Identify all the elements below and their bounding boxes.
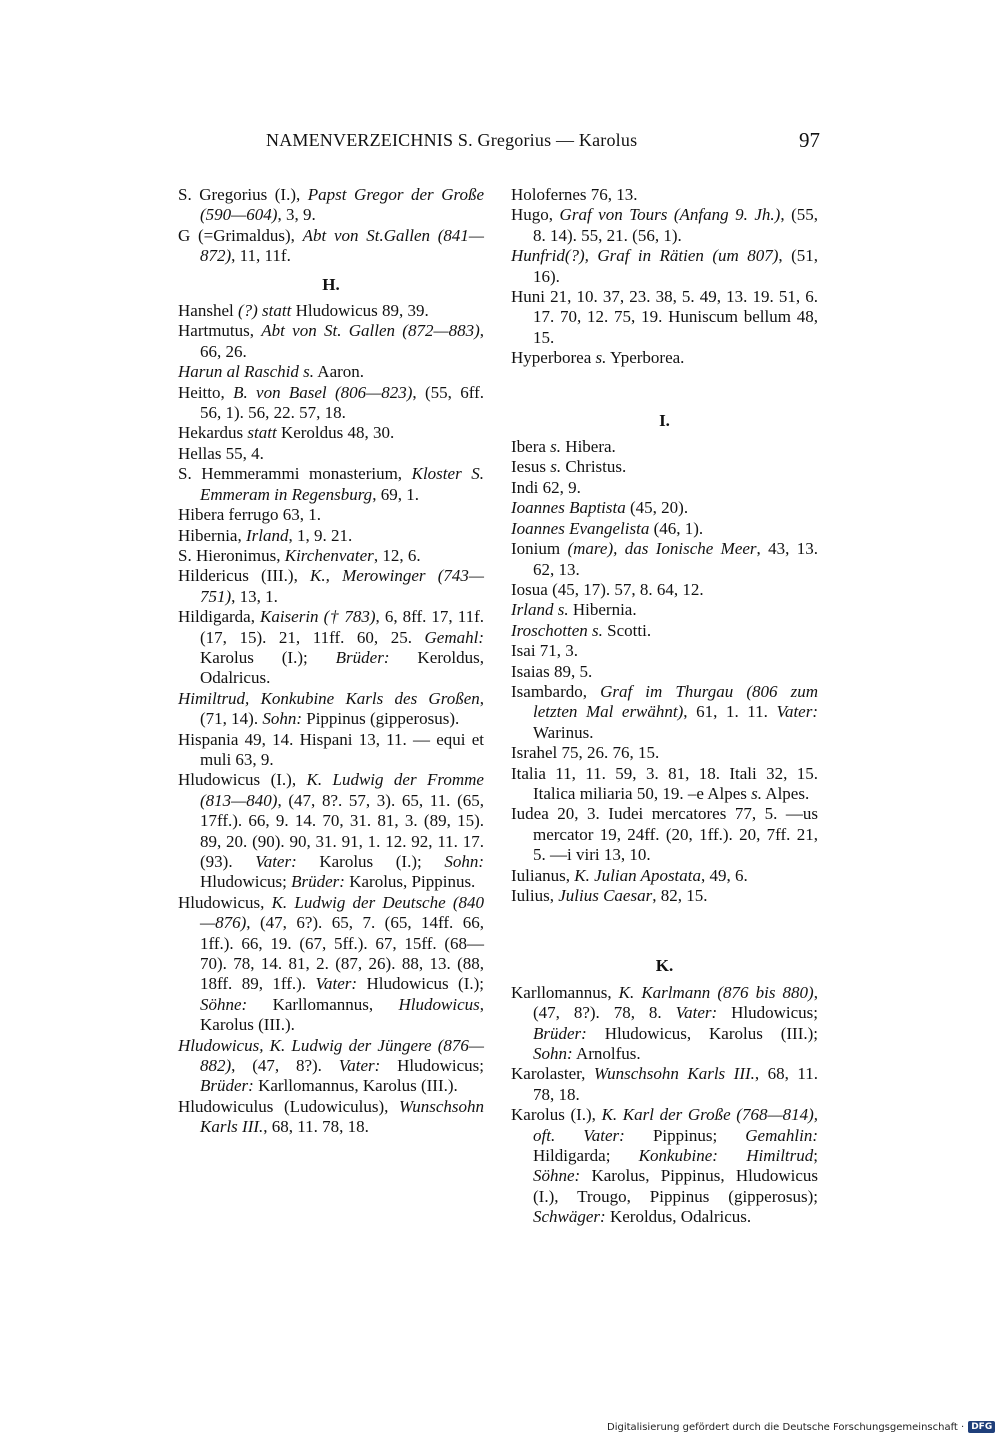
entry-italic-text: Schwäger: (533, 1207, 606, 1227)
entry-text: Hildigarda; (533, 1146, 639, 1166)
entry-text: Karolus (I.); (200, 647, 336, 667)
index-entry (511, 519, 818, 539)
left-column (178, 185, 484, 1138)
entry-italic-text: Hludowicus (398, 994, 480, 1014)
entry-text: Karolus, Pippinus, Hludowicus (I.), Trougo, Pippinus (gipperosus); (533, 1166, 818, 1206)
entry-italic-text: s. (550, 437, 562, 457)
index-entry (511, 682, 818, 743)
entry-text: , (71, 14). (200, 688, 484, 729)
entry-text: Isambardo, (511, 681, 601, 701)
entry-text: , 13, 1. (231, 586, 278, 606)
entry-text: Hellas 55, 4. (178, 443, 264, 463)
entry-italic-text: K. Julian Apostata (574, 865, 702, 885)
entry-text: Alpes. (761, 783, 810, 803)
entry-italic-text: Gemahl: (424, 627, 484, 647)
entry-text: Karolus (I.), (511, 1105, 602, 1125)
entry-text: , 69, 1. (372, 484, 419, 504)
entry-text: , (47, 8?). (231, 1056, 339, 1076)
entry-italic-text: Kirchenvater (284, 545, 374, 565)
entry-italic-text: Sohn: (444, 852, 485, 871)
index-entry (511, 457, 818, 477)
index-entry (511, 641, 818, 661)
entry-text: Hludowicus; (200, 872, 292, 892)
index-entry (178, 566, 484, 607)
index-entry (178, 607, 484, 689)
footer-credit (607, 1421, 995, 1433)
entry-italic-text: Vater: (776, 702, 818, 722)
entry-text: G (=Grimaldus), (178, 225, 303, 245)
entry-text: ; (813, 1146, 818, 1166)
entry-text: Aaron. (314, 362, 365, 382)
index-entry (511, 1064, 818, 1105)
index-entry (511, 662, 818, 682)
entry-italic-text: Konkubine: Himiltrud (638, 1146, 814, 1166)
entry-italic-text: Ioannes Baptista (511, 498, 626, 518)
entry-italic-text: K. Ludwig der Fromme (813—840) (200, 770, 484, 810)
entry-text: Hludowicus; (717, 1003, 818, 1023)
index-entry (178, 546, 484, 566)
index-entry (178, 526, 484, 546)
entry-italic-text: Harun al Raschid s. (178, 362, 314, 382)
entry-text: Hugo, (511, 205, 560, 225)
page-number: 97 (799, 128, 820, 152)
entry-text: Arnolfus. (572, 1044, 641, 1064)
entry-text: Ibera (511, 437, 551, 457)
entry-italic-text: (?) statt (237, 301, 292, 321)
entry-text: Karolaster, (511, 1064, 594, 1084)
entry-text: Hludowiculus (Ludowiculus), (178, 1096, 399, 1116)
index-entry (511, 804, 818, 865)
entry-text: Scotti. (602, 620, 652, 640)
index-entry (178, 464, 484, 505)
entry-italic-text: Söhne: (200, 994, 248, 1014)
index-entry (178, 321, 484, 362)
entry-italic-text: Himiltrud, Konkubine Karls des Großen (178, 688, 480, 708)
index-entry (178, 505, 484, 525)
section-heading: I. (659, 410, 670, 430)
index-entry (178, 362, 484, 382)
entry-text: Karllomannus, (247, 994, 399, 1014)
index-entry (178, 383, 484, 424)
entry-italic-text: Wunschsohn Karls III. (593, 1064, 755, 1084)
index-entry (178, 1036, 484, 1097)
entry-text: , 12, 6. (373, 545, 421, 565)
entry-text: Hibernia, (178, 525, 246, 545)
entry-italic-text: Kaiserin († 783) (260, 607, 376, 627)
entry-text: Ionium (511, 539, 568, 559)
entry-text: , 6, 8ff. 17, 11f. (17, 15). 21, 11ff. 60, 25. (200, 607, 485, 647)
entry-italic-text: Julius Caesar (558, 886, 653, 905)
entry-text: Hildigarda, (178, 607, 260, 627)
entry-text: , 68, 11. 78, 18. (263, 1117, 369, 1137)
entry-text: , (55, 8. 14). 55, 21. (56, 1). (533, 205, 819, 245)
entry-text: , Karolus (III.). (200, 994, 484, 1035)
entry-italic-text: Gemahlin: (745, 1125, 818, 1145)
index-entry (511, 1105, 818, 1227)
dfg-logo: DFG (968, 1421, 995, 1433)
entry-text: Keroldus, Odalricus. (200, 647, 484, 688)
entry-italic-text: Papst Gregor der Große (590—604) (200, 185, 484, 225)
entry-text: Pippinus; (624, 1125, 746, 1145)
entry-italic-text: Sohn: (533, 1044, 573, 1064)
entry-text: Hibera ferrugo 63, 1. (178, 505, 322, 525)
entry-text: Iosua (45, 17). 57, 8. 64, 12. (511, 579, 704, 599)
entry-text: (46, 1). (649, 518, 704, 538)
footer-text: Digitalisierung gefördert durch die Deutsche Forschungsgemeinschaft · (607, 1421, 965, 1433)
page-header (178, 130, 820, 160)
entry-text: , (47, 6?). 65, 7. (65, 14ff. 66, 1ff.). 66, 19. (67, 5ff.). 67, 15ff. (68—70). 78, 14. 81, 2. (87, 26). 88, 13. (88, 18ff. 89, 1ff.). (200, 913, 484, 994)
entry-italic-text: s. (595, 348, 607, 368)
entry-text: Heitto, (178, 382, 234, 402)
entry-italic-text: Vater: (255, 852, 297, 871)
entry-text: Hibera. (561, 437, 616, 457)
entry-text: Iesus (511, 457, 551, 477)
index-entry (511, 621, 818, 641)
entry-text: Karllomannus, Karolus (III.). (253, 1076, 458, 1096)
entry-text: Iulius, (511, 886, 559, 905)
entry-text: Karllomannus, (511, 982, 619, 1002)
index-entry (511, 287, 818, 348)
index-entry (511, 539, 818, 580)
index-entry (178, 444, 484, 464)
entry-italic-text: Söhne: (533, 1166, 581, 1186)
entry-text: Hartmutus, (178, 321, 262, 341)
entry-text: , 82, 15. (652, 886, 708, 905)
entry-text: Hyperborea (511, 348, 596, 368)
entry-text: Iudea 20, 3. Iudei mercatores 77, 5. —us mercator 19, 24ff. (20, 1ff.). 20, 7ff. 21, 5. —i viri 13, 10. (511, 804, 818, 865)
entry-text: Holofernes 76, 13. (511, 185, 638, 204)
entry-italic-text: Brüder: (335, 647, 390, 667)
entry-italic-text: Vater: (338, 1056, 381, 1076)
index-entry (511, 246, 818, 287)
entry-italic-text: s. (550, 457, 562, 477)
index-entry (178, 770, 484, 892)
entry-text: , 49, 6. (701, 865, 748, 885)
entry-text: Hispania 49, 14. Hispani 13, 11. — equi et muli 63, 9. (178, 729, 484, 769)
entry-italic-text: Abt von St. Gallen (872—883) (261, 321, 480, 341)
entry-text: Hekardus (178, 423, 248, 443)
entry-text: , 3, 9. (277, 205, 316, 225)
entry-text: Hibernia. (568, 600, 637, 620)
entry-text: Hanshel (178, 301, 238, 321)
entry-italic-text: Hludowicus, K. Ludwig der Jüngere (876—882) (178, 1035, 484, 1076)
entry-text: Huni 21, 10. 37, 23. 38, 5. 49, 13. 19. 51, 6. 17. 70, 12. 75, 19. Huniscum bellum 48, 15. (511, 287, 818, 347)
index-entry (511, 600, 818, 620)
entry-text: , 43, 13. 62, 13. (533, 539, 819, 579)
entry-italic-text: Graf im Thurgau (806 zum letzten Mal erwähnt) (533, 681, 818, 722)
entry-text: Karolus, Pippinus. (344, 872, 476, 892)
entry-text: Hludowicus; (380, 1056, 484, 1076)
index-entry (511, 743, 818, 763)
entry-text: Yperborea. (606, 348, 685, 368)
right-column (511, 185, 818, 1228)
entry-text: , 66, 26. (200, 321, 484, 361)
entry-text: Christus. (561, 457, 627, 477)
section-gap (511, 369, 818, 403)
entry-italic-text: B. von Basel (806—823) (233, 382, 413, 402)
entry-italic-text: statt (247, 423, 277, 443)
index-entry (511, 185, 818, 205)
entry-text: , 11, 11f. (231, 246, 291, 266)
entry-text: Hildericus (III.), (178, 566, 311, 586)
index-entry (511, 580, 818, 600)
entry-italic-text: K. Ludwig der Deutsche (840—876) (200, 892, 484, 933)
entry-text: Hludowicus (I.), (178, 770, 307, 790)
entry-text: , (47, 8?. 57, 3). 65, 11. (65, 17ff.). 66, 9. 14. 70, 31. 81, 3. (89, 15). 89, 20. (90). 90, 31. 91, 1. 12. 92, 11. 17. (93). (200, 790, 484, 871)
entry-italic-text: Sohn: (262, 709, 302, 729)
index-entry (178, 689, 484, 730)
entry-text: , (51, 16). (533, 246, 818, 286)
index-entry (511, 478, 818, 498)
entry-text: Isaias 89, 5. (511, 661, 593, 681)
entry-text: Iulianus, (511, 865, 575, 885)
entry-text: S. Hieronimus, (178, 545, 285, 565)
entry-text: (45, 20). (625, 498, 689, 518)
index-entry (178, 730, 484, 771)
entry-text: Hludowicus 89, 39. (291, 301, 429, 321)
entry-text: Keroldus 48, 30. (276, 423, 395, 443)
index-entry (511, 983, 818, 1065)
entry-text: Hludowicus, Karolus (III.); (586, 1023, 818, 1043)
entry-text: , 68, 11. 78, 18. (533, 1064, 818, 1104)
entry-italic-text: Iroschotten s. (511, 620, 603, 640)
index-entry (511, 886, 818, 906)
entry-text: Italia 11, 11. 59, 3. 81, 18. Itali 32, 15. Italica miliaria 50, 19. –e Alpes (511, 763, 818, 803)
index-entry (178, 301, 484, 321)
entry-text: S. Gregorius (I.), (178, 185, 308, 204)
entry-text: Hludowicus, (178, 892, 272, 912)
entry-italic-text: Irland s. (511, 600, 569, 620)
entry-text: , (47, 8?). 78, 8. (533, 982, 818, 1023)
entry-text: S. Hemmerammi monasterium, (178, 464, 412, 484)
entry-text: Indi 62, 9. (511, 477, 581, 497)
index-entry (511, 205, 818, 246)
entry-italic-text: Kloster S. Emmeram in Regensburg (200, 464, 485, 504)
entry-italic-text: Brüder: (533, 1023, 587, 1043)
entry-italic-text: K. Karlmann (876 bis 880) (618, 982, 814, 1002)
index-entry (511, 437, 818, 457)
entry-italic-text: s. (751, 783, 762, 803)
entry-text: Israhel 75, 26. 76, 15. (511, 743, 660, 763)
index-entry (511, 498, 818, 518)
section-heading: H. (322, 274, 340, 294)
index-entry (178, 893, 484, 1036)
index-entry (178, 226, 484, 267)
entry-text: Isai 71, 3. (511, 641, 579, 661)
entry-text: , 1, 9. 21. (288, 525, 353, 545)
entry-italic-text: Graf von Tours (Anfang 9. Jh.) (559, 205, 781, 225)
section-heading: K. (655, 956, 674, 976)
entry-italic-text: (mare), das Ionische Meer (567, 539, 757, 559)
entry-text: Warinus. (533, 722, 594, 742)
index-entry (178, 185, 484, 226)
entry-text: Keroldus, Odalricus. (605, 1207, 752, 1227)
entry-text: Karolus (I.); (296, 852, 445, 871)
entry-italic-text: K., Merowinger (743—751) (200, 566, 484, 606)
entry-text: , (55, 6ff. 56, 1). 56, 22. 57, 18. (200, 382, 484, 423)
entry-italic-text: Hunfrid(?), Graf in Rätien (um 807) (511, 246, 779, 266)
entry-italic-text: K. Karl der Große (768—814), oft. Vater: (533, 1105, 818, 1145)
running-title: NAMENVERZEICHNIS S. Gregorius — Karolus (266, 130, 638, 150)
entry-text: Pippinus (gipperosus). (302, 709, 460, 729)
section-gap (511, 906, 818, 948)
index-entry (511, 764, 818, 805)
entry-text: Hludowicus (I.); (357, 974, 484, 994)
entry-italic-text: Ioannes Evangelista (511, 518, 650, 538)
index-entry (178, 1097, 484, 1138)
entry-italic-text: Vater: (675, 1003, 718, 1023)
entry-italic-text: Brüder: (200, 1076, 254, 1096)
index-entry (178, 423, 484, 443)
entry-text: , 61, 1. 11. (683, 702, 777, 722)
index-entry (511, 348, 818, 368)
entry-italic-text: Wunschsohn Karls III. (200, 1096, 484, 1137)
entry-italic-text: Irland (245, 525, 289, 545)
index-entry (511, 866, 818, 886)
entry-italic-text: Brüder: (291, 872, 345, 892)
entry-italic-text: Vater: (315, 974, 358, 994)
entry-italic-text: Abt von St.Gallen (841—872) (200, 225, 484, 266)
